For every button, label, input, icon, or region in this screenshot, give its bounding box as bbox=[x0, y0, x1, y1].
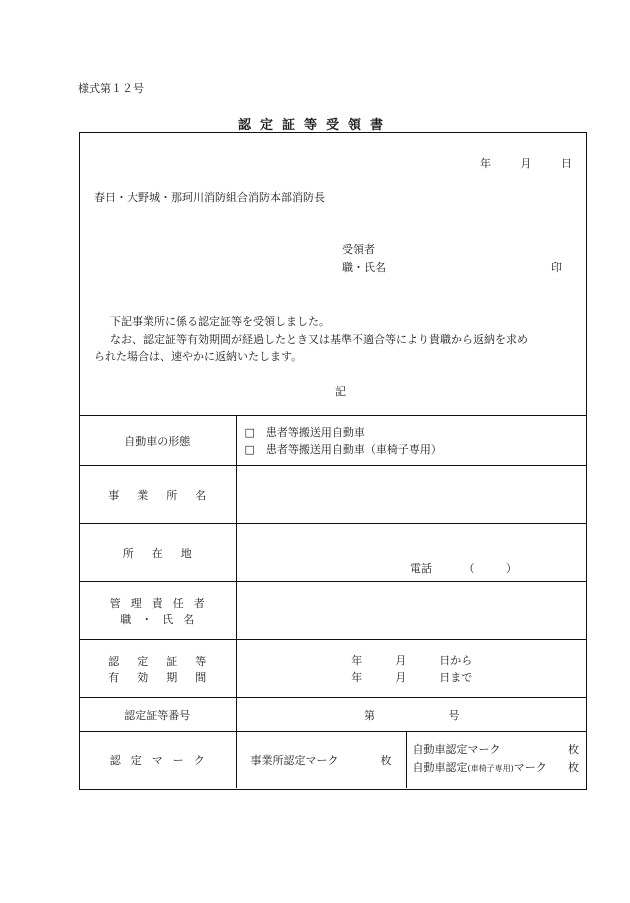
cert-number-field[interactable] bbox=[236, 698, 587, 732]
vehicle-mark-count: 枚 bbox=[568, 743, 579, 757]
ki-heading: 記 bbox=[335, 385, 346, 398]
office-mark-label: 事業所認定マーク bbox=[250, 753, 339, 767]
row-cert-number bbox=[79, 698, 587, 732]
validity-label-line2: 有効期間 bbox=[108, 670, 225, 684]
location-field[interactable] bbox=[236, 524, 587, 582]
form-number: 様式第１２号 bbox=[78, 82, 144, 95]
manager-field[interactable] bbox=[236, 582, 587, 640]
details-table bbox=[79, 415, 587, 788]
validity-label-line1: 認定証等 bbox=[108, 654, 225, 668]
body-line-3: られた場合は、速やかに返納いたします。 bbox=[94, 350, 303, 363]
validity-label bbox=[79, 640, 236, 698]
vehicle-type-options bbox=[236, 416, 587, 466]
vehicle-mark-cell[interactable] bbox=[406, 732, 587, 788]
manager-label-line2: 職・氏名 bbox=[120, 612, 205, 626]
row-office-name bbox=[79, 466, 587, 524]
cert-number-label: 認定証等番号 bbox=[79, 698, 236, 732]
manager-label bbox=[79, 582, 236, 640]
validity-from: 年 月 日から bbox=[351, 653, 473, 667]
row-vehicle-type bbox=[79, 416, 587, 466]
body-line-2: なお、認定証等有効期間が経過したとき又は基準不適合等により貴職から返納を求め bbox=[110, 333, 528, 346]
wheelchair-mark-suffix: マーク bbox=[513, 761, 547, 775]
wheelchair-mark-small: (車椅子専用) bbox=[467, 764, 514, 774]
receiver-name-label: 職・氏名 bbox=[342, 261, 386, 274]
manager-label-line1: 管理責任者 bbox=[109, 596, 215, 610]
seal-mark: 印 bbox=[551, 261, 562, 274]
office-mark-cell[interactable] bbox=[236, 732, 406, 788]
form-frame bbox=[79, 132, 587, 790]
vehicle-mark-line bbox=[413, 741, 588, 759]
vehicle-type-label: 自動車の形態 bbox=[79, 416, 236, 466]
wheelchair-mark-prefix: 自動車認定 bbox=[412, 761, 468, 775]
vehicle-option-wheelchair[interactable]: □ 患者等搬送用自動車（車椅子専用） bbox=[244, 442, 442, 456]
row-marks bbox=[79, 732, 587, 788]
phone-label: 電話 （ ） bbox=[410, 562, 517, 575]
row-manager bbox=[79, 582, 587, 640]
vehicle-mark-label: 自動車認定マーク bbox=[412, 743, 501, 757]
row-validity bbox=[79, 640, 587, 698]
location-label: 所在地 bbox=[79, 524, 236, 582]
validity-period[interactable] bbox=[236, 640, 587, 698]
addressee: 春日・大野城・那珂川消防組合消防本部消防長 bbox=[94, 191, 325, 204]
document-title: 認定証等受領書 bbox=[237, 118, 392, 133]
wheelchair-mark-line bbox=[413, 759, 588, 778]
mark-label: 認定マーク bbox=[79, 732, 236, 788]
receiver-label: 受領者 bbox=[342, 243, 375, 256]
office-name-label: 事業所名 bbox=[79, 466, 236, 524]
validity-to: 年 月 日まで bbox=[351, 670, 473, 684]
cert-number-value: 第 号 bbox=[364, 708, 460, 722]
body-line-1: 下記事業所に係る認定証等を受領しました。 bbox=[110, 315, 330, 328]
row-location bbox=[79, 524, 587, 582]
date-line: 年 月 日 bbox=[480, 157, 572, 170]
wheelchair-mark-count: 枚 bbox=[568, 761, 579, 775]
office-mark-count: 枚 bbox=[380, 753, 392, 767]
vehicle-option-standard[interactable]: □ 患者等搬送用自動車 bbox=[244, 425, 365, 439]
office-name-field[interactable] bbox=[236, 466, 587, 524]
